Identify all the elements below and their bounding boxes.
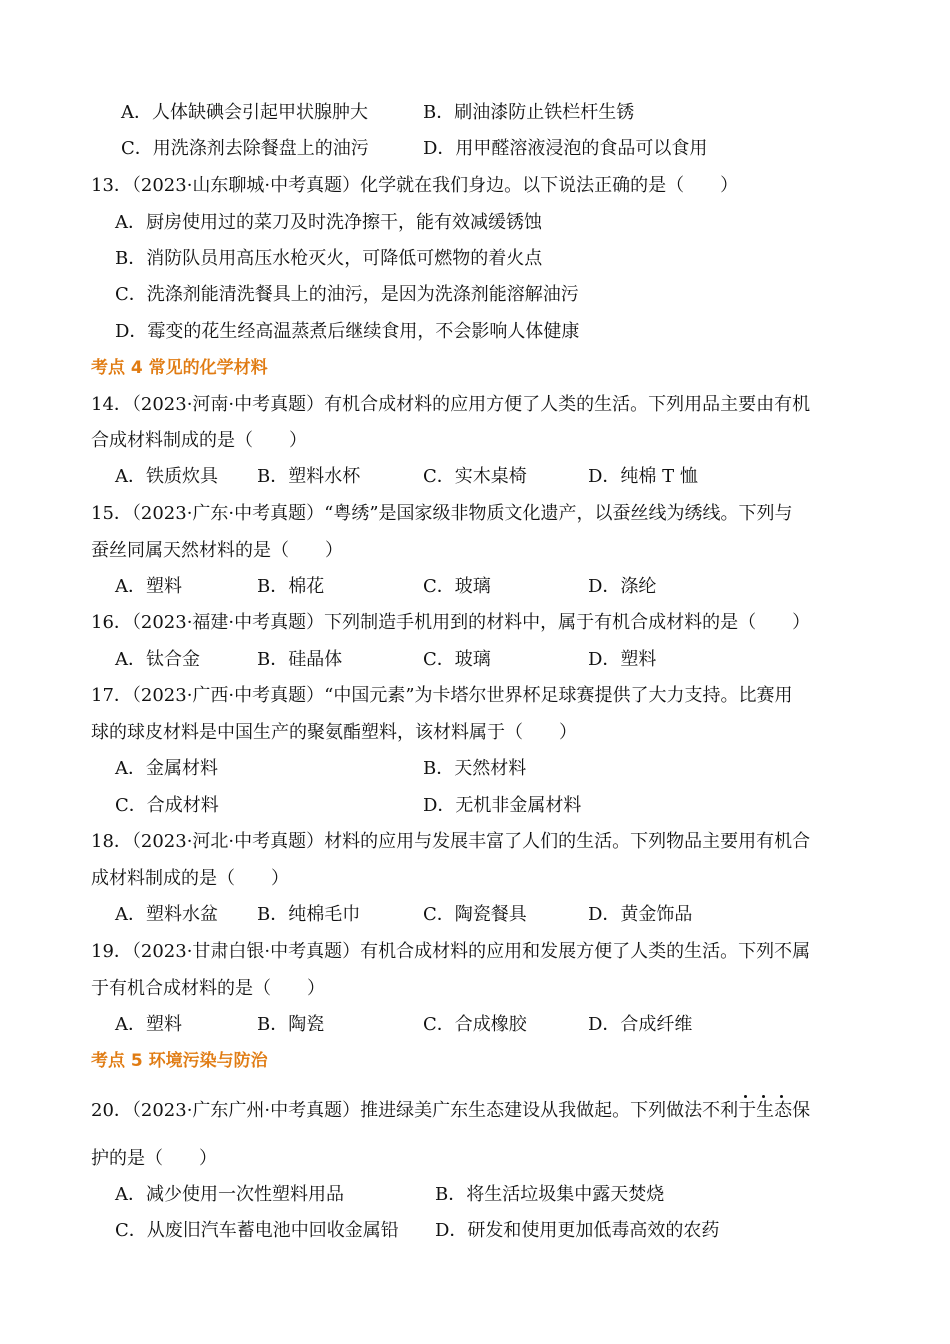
- q15-option-c: C．玻璃: [423, 576, 491, 597]
- q17-option-d: D．无机非金属材料: [423, 795, 582, 816]
- q16-option-b: B．硅晶体: [257, 649, 343, 670]
- q19-option-d: D．合成纤维: [588, 1014, 693, 1035]
- emphasis-dot: [744, 1095, 747, 1098]
- q18-option-a: A．塑料水盆: [115, 904, 218, 925]
- q15-option-a: A．塑料: [115, 576, 182, 597]
- q20-option-a: A．减少使用一次性塑料用品: [115, 1184, 344, 1205]
- q18-option-d: D．黄金饰品: [588, 904, 693, 925]
- q19-stem-line2: 于有机合成材料的是（ ）: [91, 978, 325, 999]
- q12-option-b: B．刷油漆防止铁栏杆生锈: [423, 102, 635, 123]
- q13-option-a: A．厨房使用过的菜刀及时洗净擦干，能有效减缓锈蚀: [115, 212, 542, 233]
- q19-option-a: A．塑料: [115, 1014, 182, 1035]
- q13-option-b: B．消防队员用高压水枪灭火，可降低可燃物的着火点: [115, 248, 543, 269]
- q16-option-d: D．塑料: [588, 649, 657, 670]
- q13-stem: 13．（2023·山东聊城·中考真题）化学就在我们身边。以下说法正确的是（ ）: [91, 175, 739, 196]
- q16-stem: 16．（2023·福建·中考真题）下列制造手机用到的材料中，属于有机合成材料的是（ ）: [91, 612, 811, 633]
- q20-stem-line2: 护的是（ ）: [91, 1148, 217, 1169]
- q13-option-c: C．洗涤剂能清洗餐具上的油污，是因为洗涤剂能溶解油污: [115, 284, 579, 305]
- q13-option-d: D．霉变的花生经高温蒸煮后继续食用，不会影响人体健康: [115, 321, 580, 342]
- q14-option-b: B．塑料水杯: [257, 466, 361, 487]
- q12-option-d: D．用甲醛溶液浸泡的食品可以食用: [423, 138, 708, 159]
- emphasis-dot: [762, 1095, 765, 1098]
- q18-stem-line2: 成材料制成的是（ ）: [91, 868, 289, 889]
- q16-option-a: A．钛合金: [115, 649, 200, 670]
- q15-option-b: B．棉花: [257, 576, 325, 597]
- q16-option-c: C．玻璃: [423, 649, 491, 670]
- q19-option-c: C．合成橡胶: [423, 1014, 527, 1035]
- q20-option-b: B．将生活垃圾集中露天焚烧: [435, 1184, 665, 1205]
- q12-option-a: A．人体缺碘会引起甲状腺肿大: [121, 102, 368, 123]
- q17-option-c: C．合成材料: [115, 795, 219, 816]
- q19-option-b: B．陶瓷: [257, 1014, 325, 1035]
- q18-stem-line1: 18．（2023·河北·中考真题）材料的应用与发展丰富了人们的生活。下列物品主要用有机合: [91, 831, 811, 852]
- q20-option-d: D．研发和使用更加低毒高效的农药: [435, 1220, 720, 1241]
- q14-stem-line1: 14．（2023·河南·中考真题）有机合成材料的应用方便了人类的生活。下列用品主要由有机: [91, 394, 811, 415]
- q17-option-b: B．天然材料: [423, 758, 527, 779]
- section-heading-5: 考点 5 环境污染与防治: [91, 1051, 268, 1071]
- q15-stem-line2: 蚕丝同属天然材料的是（ ）: [91, 540, 343, 561]
- q17-option-a: A．金属材料: [115, 758, 218, 779]
- q14-option-a: A．铁质炊具: [115, 466, 218, 487]
- q20-option-c: C．从废旧汽车蓄电池中回收金属铅: [115, 1220, 399, 1241]
- q14-option-c: C．实木桌椅: [423, 466, 527, 487]
- q18-option-b: B．纯棉毛巾: [257, 904, 361, 925]
- q12-option-c: C．用洗涤剂去除餐盘上的油污: [121, 138, 369, 159]
- q20-stem-line1: 20．（2023·广东广州·中考真题）推进绿美广东生态建设从我做起。下列做法不利于生态保: [91, 1100, 811, 1121]
- q15-stem-line1: 15．（2023·广东·中考真题）“粤绣”是国家级非物质文化遗产，以蚕丝线为绣线。下列与: [91, 503, 793, 524]
- q14-stem-line2: 合成材料制成的是（ ）: [91, 430, 307, 451]
- q15-option-d: D．涤纶: [588, 576, 657, 597]
- emphasis-dot: [780, 1095, 783, 1098]
- q18-option-c: C．陶瓷餐具: [423, 904, 527, 925]
- q17-stem-line2: 球的球皮材料是中国生产的聚氨酯塑料，该材料属于（ ）: [91, 722, 577, 743]
- q17-stem-line1: 17．（2023·广西·中考真题）“中国元素”为卡塔尔世界杯足球赛提供了大力支持。比赛用: [91, 685, 793, 706]
- section-heading-4: 考点 4 常见的化学材料: [91, 358, 268, 378]
- q19-stem-line1: 19．（2023·甘肃白银·中考真题）有机合成材料的应用和发展方便了人类的生活。下列不属: [91, 941, 811, 962]
- q14-option-d: D．纯棉 T 恤: [588, 466, 698, 487]
